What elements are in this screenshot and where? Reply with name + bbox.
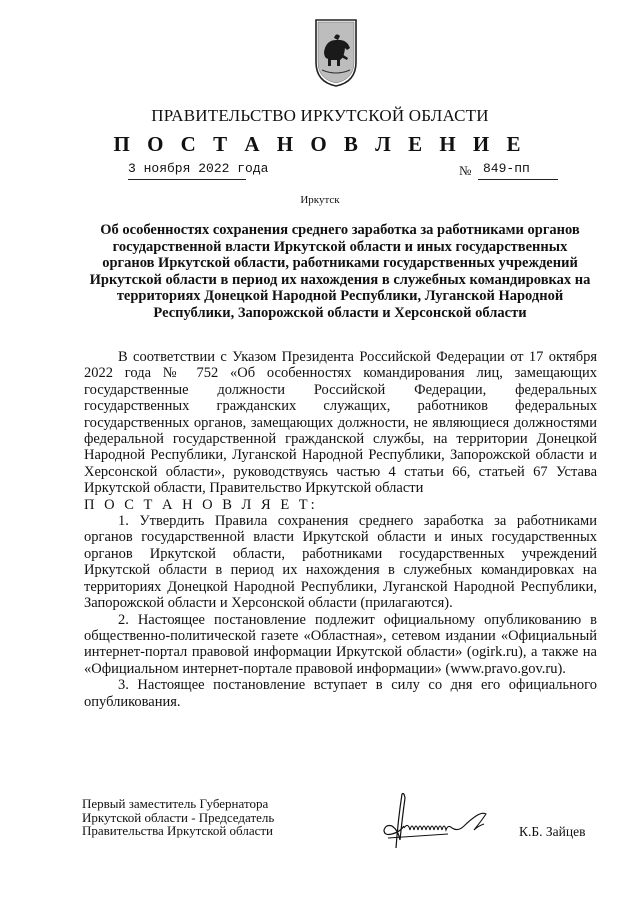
resolves-heading: П О С Т А Н О В Л Я Е Т: [84, 496, 318, 513]
signatory-title [82, 797, 274, 838]
item-2-paragraph: 2. Настоящее постановление подлежит официальному опубликованию в общественно-политической газете «Областная», сетевом издании «Официальный интернет-портал правовой информации Иркутской области» (ogirk.ru), а также на «Официальном интернет-портале правовой информации» (www.pravo.gov.ru). [84, 611, 597, 677]
document-body [84, 349, 597, 710]
date-underline [128, 179, 246, 180]
number-underline [478, 179, 558, 180]
document-number: 849-пп [483, 161, 530, 176]
document-title: Об особенностях сохранения среднего заработка за работниками органов государственной власти Иркутской области и иных государственных органов Иркутской области, работниками государственных учреждений Иркутской области в период их нахождения в служебных командировках на территориях Донецкой Народной Республики, Луганской Народной Республики, Запорожской области и Херсонской области [89, 222, 591, 321]
government-name: ПРАВИТЕЛЬСТВО ИРКУТСКОЙ ОБЛАСТИ [151, 106, 489, 125]
preamble-paragraph: В соответствии с Указом Президента Российской Федерации от 17 октября 2022 года № 752 «Об особенностях командирования лиц, замещающих государственные должности Российской Федерации, федеральных государственных гражданских служащих, работников федеральных государственных органов, замещающих должности, не являющиеся должностями федеральной государственной гражданской службы, на территории Донецкой Народной Республики, Луганской Народной Республики, Запорожской области и Херсонской области», руководствуясь частью 4 статьи 66, статьей 67 Устава Иркутской области, Правительство Иркутской области [84, 349, 597, 497]
item-3-paragraph: 3. Настоящее постановление вступает в силу со дня его официального опубликования. [84, 677, 597, 710]
signatory-title-line-3: Правительства Иркутской области [82, 823, 274, 838]
city: Иркутск [300, 194, 340, 206]
coat-of-arms-icon [314, 18, 358, 88]
item-1-paragraph: 1. Утвердить Правила сохранения среднего заработка за работниками органов государственной власти Иркутской области и иных государственных органов Иркутской области, работниками государственных учреждений Иркутской области в период их нахождения в служебных командировках на территориях Донецкой Народной Республики, Луганской Народной Республики, Запорожской области и Херсонской области (прилагаются). [84, 513, 597, 612]
handwritten-signature [378, 790, 502, 852]
document-type: П О С Т А Н О В Л Е Н И Е [113, 132, 527, 156]
signatory-title-line-2: Иркутской области - Председатель [82, 809, 275, 825]
document-date: 3 ноября 2022 года [128, 161, 269, 176]
signatory-title-line-1: Первый заместитель Губернатора [82, 796, 269, 811]
number-label: № [459, 163, 472, 178]
signatory-name: К.Б. Зайцев [519, 824, 586, 839]
